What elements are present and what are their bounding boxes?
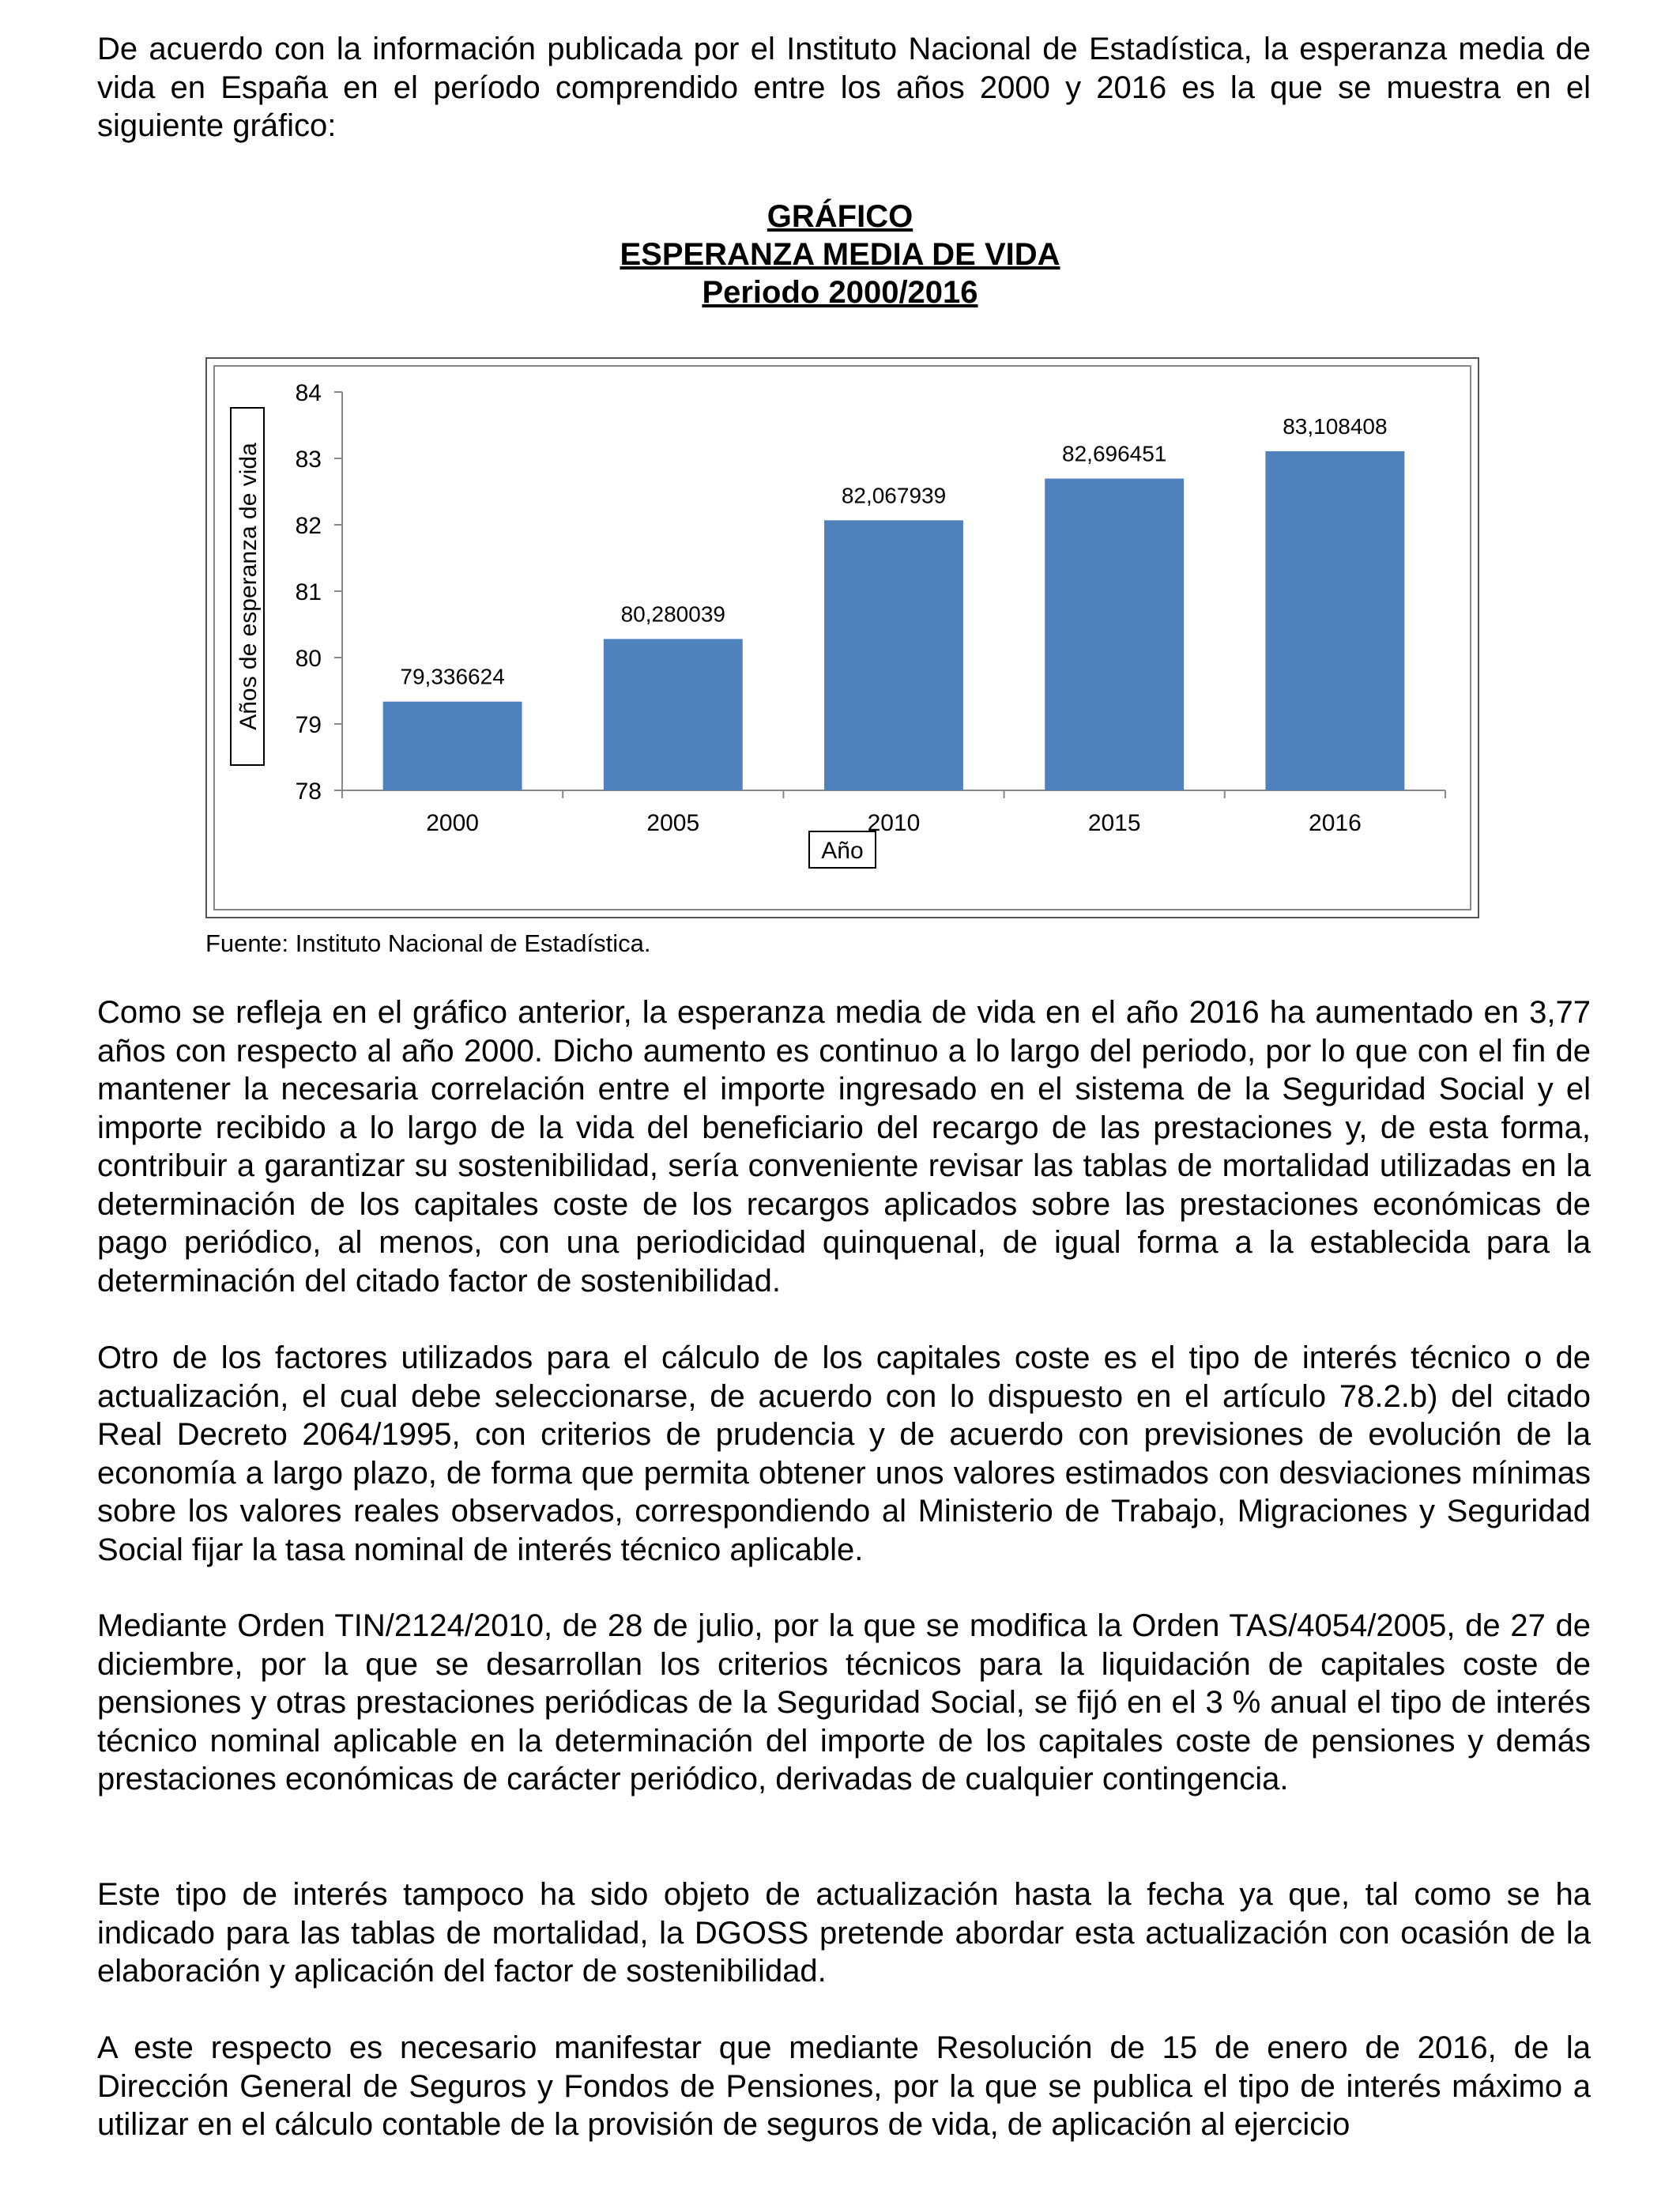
x-axis-title: Año <box>821 838 864 864</box>
y-tick-label: 82 <box>295 513 322 539</box>
x-tick-label-2005: 2005 <box>646 810 700 836</box>
chart-title-line1: GRÁFICO <box>767 199 913 234</box>
bar-2010 <box>824 520 963 790</box>
y-tick-label: 83 <box>295 447 322 473</box>
y-axis-title: Años de esperanza de vida <box>235 443 262 730</box>
data-label-2010: 82,067939 <box>841 483 947 508</box>
x-tick-label-2016: 2016 <box>1309 810 1362 836</box>
y-tick-label: 84 <box>295 380 322 406</box>
x-tick-label-2015: 2015 <box>1087 810 1141 836</box>
bar-2016 <box>1265 451 1404 790</box>
data-label-2015: 82,696451 <box>1062 441 1167 466</box>
data-label-2000: 79,336624 <box>400 664 505 689</box>
y-tick-label: 79 <box>295 712 322 738</box>
bar-2000 <box>383 702 522 790</box>
chart-source: Fuente: Instituto Nacional de Estadística. <box>205 929 651 957</box>
bar-2005 <box>604 639 743 790</box>
x-tick-label-2000: 2000 <box>426 810 479 836</box>
data-label-2016: 83,108408 <box>1283 413 1388 439</box>
paragraph-4: Este tipo de interés tampoco ha sido objeto de actualización hasta la fecha ya que, tal como se ha indicado para las tablas de mortalidad, la DGOSS pretende abordar esta actualización con ocasión de la elaboración y aplicación del factor de sostenibilidad. <box>97 1877 1591 1989</box>
chart-title-line3: Periodo 2000/2016 <box>702 275 978 310</box>
y-tick-label: 81 <box>295 579 322 605</box>
paragraph-1: Como se refleja en el gráfico anterior, la esperanza media de vida en el año 2016 ha aumentado en 3,77 años con respecto al año 2000. Dicho aumento es continuo a lo largo del periodo, por lo que con el fin de mantener la necesaria correlación entre el importe ingresado en el sistema de la Seguridad Social y el importe recibido a lo largo de la vida del beneficiario del recargo de las prestaciones y, de esta forma, contribuir a garantizar su sostenibilidad, sería conveniente revisar las tablas de mortalidad utilizadas en la determinación de los capitales coste de los recargos aplicados sobre las prestaciones económicas de pago periódico, al menos, con una periodicidad quinquenal, de igual forma a la establecida para la determinación del citado factor de sostenibilidad. <box>97 995 1591 1299</box>
intro-paragraph: De acuerdo con la información publicada por el Instituto Nacional de Estadística, la esperanza media de vida en España en el período comprendido entre los años 2000 y 2016 es la que se muestra en el siguiente gráfico: <box>97 32 1591 143</box>
paragraph-5: A este respecto es necesario manifestar que mediante Resolución de 15 de enero de 2016, de la Dirección General de Seguros y Fondos de Pensiones, por la que se publica el tipo de interés máximo a utilizar en el cálculo contable de la provisión de seguros de vida, de aplicación al ejercicio <box>97 2030 1591 2142</box>
bar-2015 <box>1045 478 1184 790</box>
y-tick-label: 78 <box>295 778 322 805</box>
bar-chart <box>207 359 1481 920</box>
paragraph-2: Otro de los factores utilizados para el cálculo de los capitales coste es el tipo de interés técnico o de actualización, el cual debe seleccionarse, de acuerdo con lo dispuesto en el artículo 78.2.b) del citado Real Decreto 2064/1995, con criterios de prudencia y de acuerdo con previsiones de evolución de la economía a largo plazo, de forma que permita obtener unos valores estimados con desviaciones mínimas sobre los valores reales observados, correspondiendo al Ministerio de Trabajo, Migraciones y Seguridad Social fijar la tasa nominal de interés técnico aplicable. <box>97 1340 1591 1567</box>
chart-title-line2: ESPERANZA MEDIA DE VIDA <box>620 237 1060 272</box>
data-label-2005: 80,280039 <box>620 601 725 627</box>
x-tick-label-2010: 2010 <box>867 810 921 836</box>
chart-frame <box>205 357 1479 918</box>
paragraph-3: Mediante Orden TIN/2124/2010, de 28 de julio, por la que se modifica la Orden TAS/4054/2005, de 27 de diciembre, por la que se desarrollan los criterios técnicos para la liquidación de capitales coste de pensiones y otras prestaciones periódicas de la Seguridad Social, se fijó en el 3 % anual el tipo de interés técnico nominal aplicable en la determinación del importe de los capitales coste de pensiones y demás prestaciones económicas de carácter periódico, derivadas de cualquier contingencia. <box>97 1608 1591 1796</box>
chart-title-block <box>0 198 1680 311</box>
y-tick-label: 80 <box>295 646 322 672</box>
